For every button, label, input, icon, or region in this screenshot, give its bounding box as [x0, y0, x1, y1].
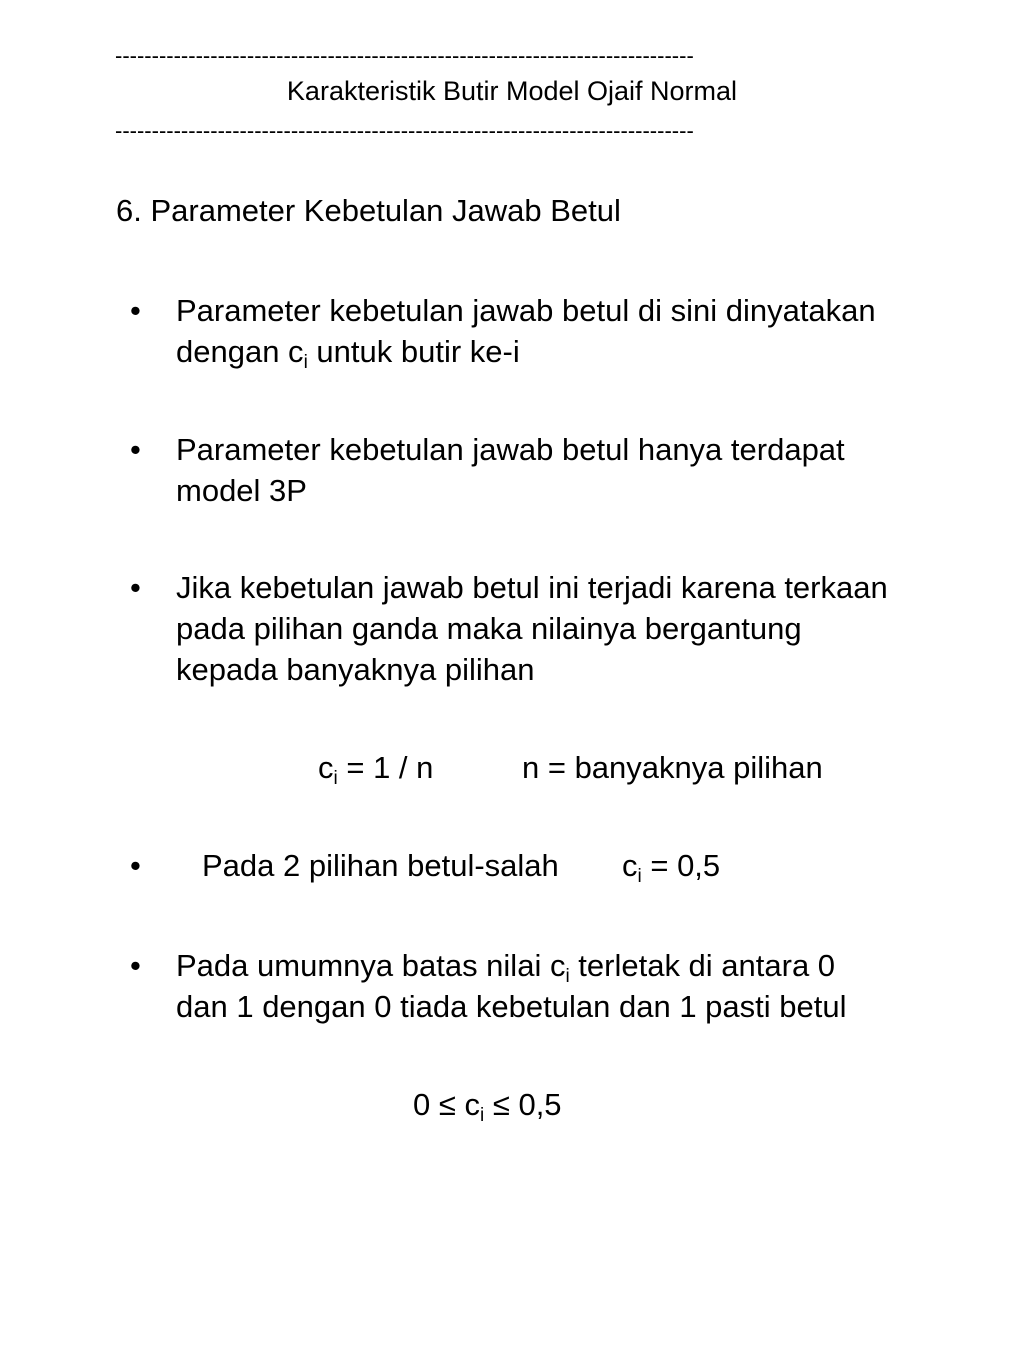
formula-ci-range: [413, 1086, 562, 1124]
formula-ci-equals: [318, 749, 433, 787]
bullet-item-3: [176, 567, 996, 690]
formula-n-definition: n = banyaknya pilihan: [522, 750, 823, 785]
bullet-2-line-2: model 3P: [176, 473, 307, 508]
formula-2-subscript: i: [479, 1105, 485, 1126]
bullet-4-c: c: [622, 848, 638, 883]
bullet-mark-1: •: [130, 293, 141, 328]
bullet-1-text-before: dengan c: [176, 334, 304, 369]
bullet-5-line-2: dan 1 dengan 0 tiada kebetulan dan 1 pasti betul: [176, 989, 847, 1024]
bullet-5-line-1: [176, 945, 976, 986]
formula-2-lhs: 0 ≤ c: [413, 1087, 480, 1122]
bullet-5-text-after: terletak di antara 0: [569, 948, 836, 983]
bullet-3-line-2: pada pilihan ganda maka nilainya bergantung: [176, 611, 802, 646]
bullet-3-line-1: Jika kebetulan jawab betul ini terjadi karena terkaan: [176, 570, 888, 605]
bullet-4-subscript: i: [637, 866, 642, 887]
bullet-mark-3: •: [130, 570, 141, 605]
formula-1-subscript: i: [333, 768, 338, 789]
formula-1-c: c: [318, 750, 334, 785]
bullet-item-2: [176, 429, 976, 511]
bullet-1-line-2: [176, 331, 976, 372]
bullet-2-line-1: Parameter kebetulan jawab betul hanya terdapat: [176, 432, 845, 467]
bullet-4-text: Pada 2 pilihan betul-salah: [202, 848, 559, 883]
page-header-title: Karakteristik Butir Model Ojaif Normal: [286, 76, 738, 106]
bullet-5-text-before: Pada umumnya batas nilai c: [176, 948, 566, 983]
bullet-4-formula: [622, 847, 720, 885]
bullet-3-line-3: kepada banyaknya pilihan: [176, 652, 535, 687]
bullet-4-value: = 0,5: [641, 848, 721, 883]
formula-2-rhs: ≤ 0,5: [484, 1087, 562, 1122]
bullet-item-1: [176, 290, 976, 372]
bullet-1-line-1: Parameter kebetulan jawab betul di sini dinyatakan: [176, 293, 876, 328]
header-rule-bottom: -------------------------------------------------------------------------------: [115, 118, 694, 143]
bullet-item-5: [176, 945, 976, 1027]
bullet-mark-2: •: [130, 432, 141, 467]
bullet-1-subscript: i: [303, 352, 308, 373]
bullet-mark-5: •: [130, 948, 141, 983]
section-title: 6. Parameter Kebetulan Jawab Betul: [116, 193, 621, 228]
bullet-1-text-after: untuk butir ke-i: [307, 334, 520, 369]
formula-1-rhs: = 1 / n: [337, 750, 434, 785]
header-rule-top: -------------------------------------------------------------------------------: [115, 43, 694, 68]
bullet-5-subscript: i: [565, 966, 570, 987]
bullet-mark-4: •: [130, 848, 141, 883]
